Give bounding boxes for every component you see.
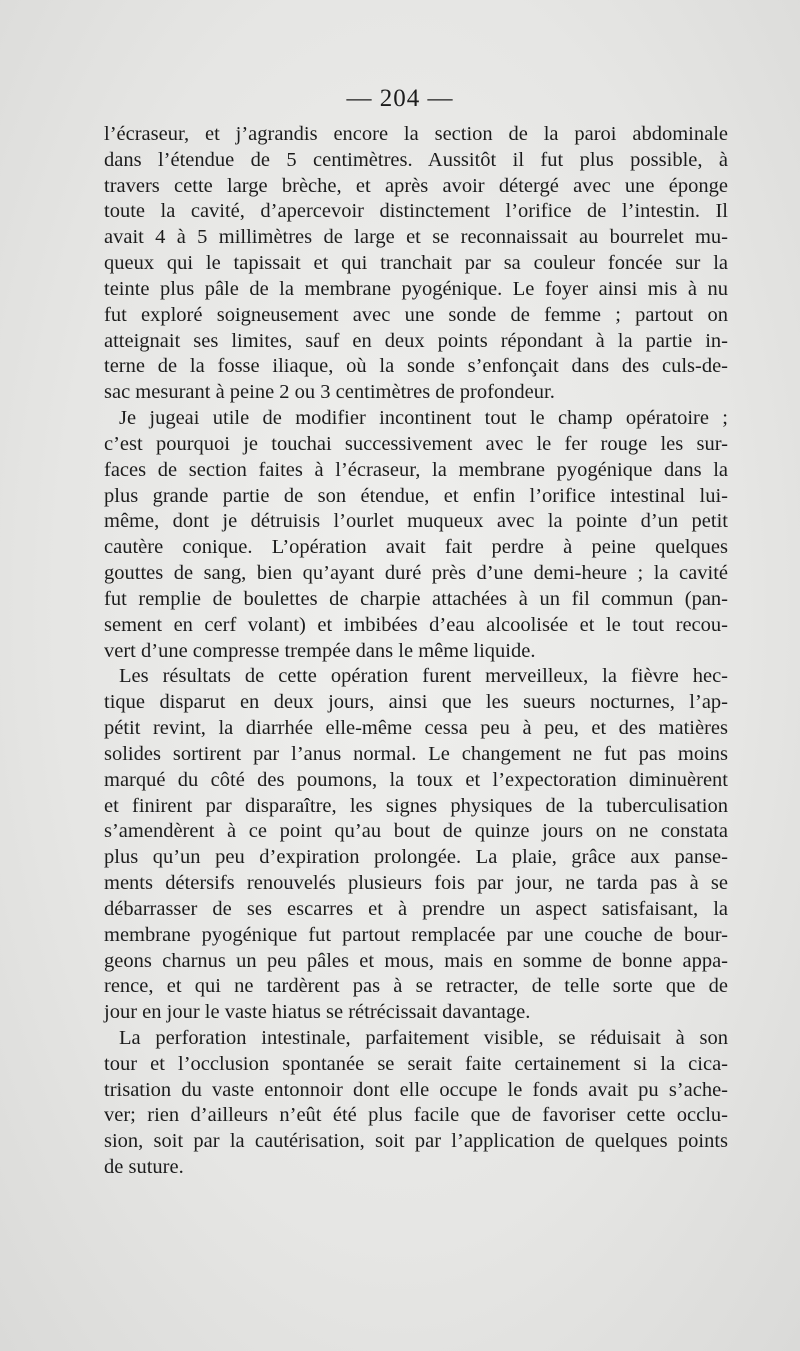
text-line: cautère conique. L’opération avait fait perdre à peine quelques: [104, 536, 728, 559]
text-line: teinte plus pâle de la membrane pyogénique. Le foyer ainsi mis à nu: [104, 277, 728, 300]
text-line: fut exploré soigneusement avec une sonde de femme ; partout on: [104, 303, 728, 326]
text-line: de suture.: [104, 1156, 184, 1179]
text-line: c’est pourquoi je touchai successivement avec le fer rouge les sur-: [104, 432, 728, 455]
text-line: tour et l’occlusion spontanée se serait faite certainement si la cica-: [104, 1052, 728, 1075]
text-line: Je jugeai utile de modifier incontinent tout le champ opératoire ;: [119, 407, 728, 430]
text-line: atteignait ses limites, sauf en deux points répondant à la partie in-: [104, 329, 728, 352]
text-line: jour en jour le vaste hiatus se rétrécissait davantage.: [104, 1001, 531, 1024]
text-line: ver; rien d’ailleurs n’eût été plus facile que de favoriser cette occlu-: [104, 1104, 728, 1127]
text-line: geons charnus un peu pâles et mous, mais en somme de bonne appa-: [104, 949, 728, 972]
text-line: queux qui le tapissait et qui tranchait par sa couleur foncée sur la: [104, 252, 728, 275]
text-line: solides sortirent par l’anus normal. Le changement ne fut pas moins: [104, 742, 728, 765]
text-line: faces de section faites à l’écraseur, la membrane pyogénique dans la: [104, 458, 728, 481]
text-line: avait 4 à 5 millimètres de large et se reconnaissait au bourrelet mu-: [104, 226, 728, 249]
text-line: gouttes de sang, bien qu’ayant duré près d’une demi-heure ; la cavité: [104, 562, 728, 585]
body-text: [104, 122, 728, 1181]
text-line: trisation du vaste entonnoir dont elle occupe le fonds avait pu s’ache-: [104, 1078, 728, 1101]
text-line: sac mesurant à peine 2 ou 3 centimètres de profondeur.: [104, 381, 555, 404]
text-line: dans l’étendue de 5 centimètres. Aussitôt il fut plus possible, à: [104, 148, 728, 171]
text-line: toute la cavité, d’apercevoir distinctement l’orifice de l’intestin. Il: [104, 200, 728, 223]
text-line: l’écraseur, et j’agrandis encore la section de la paroi abdominale: [104, 123, 728, 145]
text-line: travers cette large brèche, et après avoir détergé avec une éponge: [104, 174, 728, 197]
text-line: tique disparut en deux jours, ainsi que les sueurs nocturnes, l’ap-: [104, 691, 728, 714]
text-line: plus grande partie de son étendue, et enfin l’orifice intestinal lui-: [104, 484, 728, 507]
text-line: s’amendèrent à ce point qu’au bout de quinze jours on ne constata: [104, 820, 728, 843]
text-line: pétit revint, la diarrhée elle-même cessa peu à peu, et des matières: [104, 717, 728, 740]
text-line: plus qu’un peu d’expiration prolongée. La plaie, grâce aux panse-: [104, 846, 728, 869]
text-line: débarrasser de ses escarres et à prendre un aspect satisfaisant, la: [104, 897, 728, 920]
text-line: ments détersifs renouvelés plusieurs fois par jour, ne tarda pas à se: [104, 872, 728, 895]
text-line: fut remplie de boulettes de charpie attachées à un fil commun (pan-: [104, 587, 728, 610]
text-line: Les résultats de cette opération furent merveilleux, la fièvre hec-: [119, 665, 728, 688]
text-line: même, dont je détruisis l’ourlet muqueux avec la pointe d’un petit: [104, 510, 728, 533]
page-number: — 204 —: [346, 85, 454, 112]
text-line: et finirent par disparaître, les signes physiques de la tuberculisation: [104, 794, 728, 817]
text-line: terne de la fosse iliaque, où la sonde s’enfonçait dans des culs-de-: [104, 355, 728, 378]
text-line: rence, et qui ne tardèrent pas à se retracter, de telle sorte que de: [104, 975, 728, 998]
text-line: sement en cerf volant) et imbibées d’eau alcoolisée et le tout recou-: [104, 613, 728, 636]
text-line: sion, soit par la cautérisation, soit par l’application de quelques points: [104, 1130, 728, 1153]
text-line: marqué du côté des poumons, la toux et l’expectoration diminuèrent: [104, 768, 728, 791]
text-line: vert d’une compresse trempée dans le même liquide.: [104, 639, 536, 662]
text-line: La perforation intestinale, parfaitement visible, se réduisait à son: [119, 1026, 728, 1049]
text-line: membrane pyogénique fut partout remplacée par une couche de bour-: [104, 923, 728, 946]
